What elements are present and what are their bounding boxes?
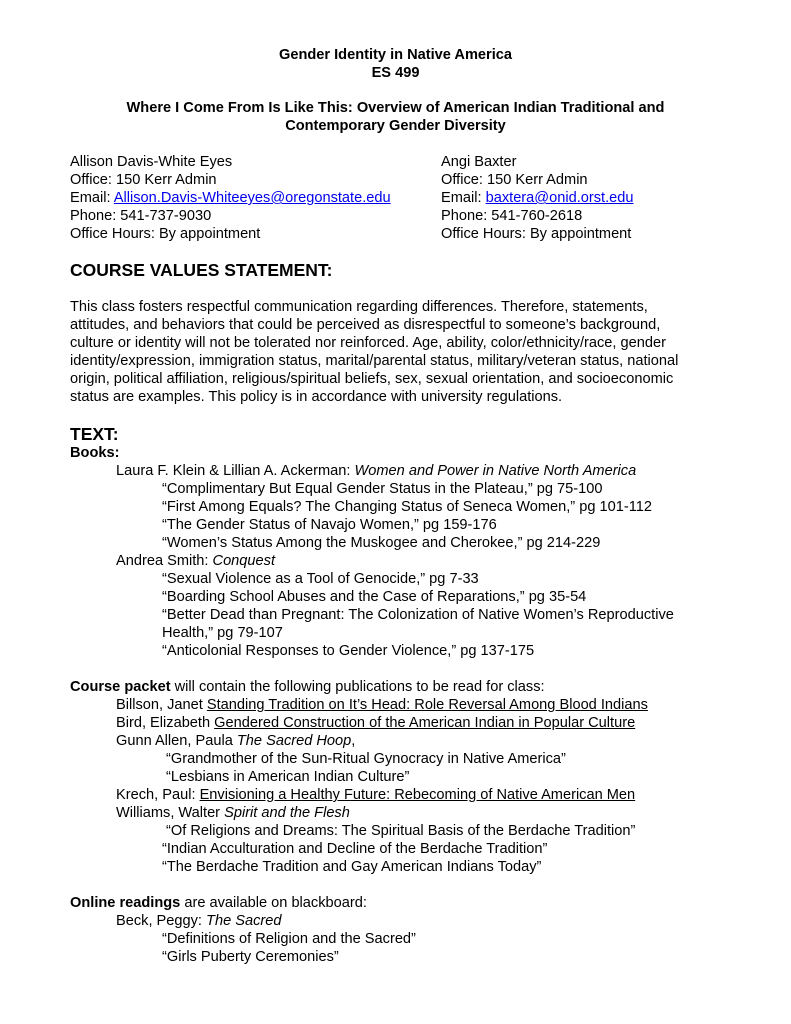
values-heading: COURSE VALUES STATEMENT: [70,260,333,280]
values-line: identity/expression, immigration status, marital/parental status, military/veteran status, national [70,353,679,369]
course-number: ES 499 [371,65,420,81]
values-line: attitudes, and behaviors that could be perceived as disrespectful to someone’s background, [70,317,661,333]
book-2-author: Andrea Smith: [116,553,213,569]
packet-author: Williams, Walter [116,805,225,821]
online-title: The Sacred [206,913,282,929]
book-2-title: Conquest [212,553,276,569]
book-2-chapter-continued: Health,” pg 79-107 [162,625,283,641]
book-1-author: Laura F. Klein & Lillian A. Ackerman: [116,463,355,479]
course-subtitle-line1: Where I Come From Is Like This: Overview of American Indian Traditional and [126,100,665,116]
online-chapter: “Girls Puberty Ceremonies” [162,949,339,965]
packet-title: Gendered Construction of the American Indian in Popular Culture [214,715,636,731]
instructor-1-hours: Office Hours: By appointment [70,226,261,242]
instructor-2-email-link[interactable]: baxtera@onid.orst.edu [485,190,634,206]
instructor-1-office: Office: 150 Kerr Admin [70,172,217,188]
text-heading: TEXT: [70,424,119,444]
values-line: culture or identity will not be tolerated nor reinforced. Age, ability, color/ethnicity/race, gender [70,335,666,351]
book-1-chapter: “First Among Equals? The Changing Status of Seneca Women,” pg 101-112 [162,499,652,515]
packet-intro-text: will contain the following publications to be read for class: [170,679,545,695]
book-2-entry [116,552,275,570]
book-2-chapter: “Boarding School Abuses and the Case of Reparations,” pg 35-54 [162,589,587,605]
packet-chapter: “Indian Acculturation and Decline of the Berdache Tradition” [162,841,548,857]
instructor-1-name: Allison Davis-White Eyes [70,154,233,170]
packet-intro [70,678,545,696]
packet-chapter: “Of Religions and Dreams: The Spiritual Basis of the Berdache Tradition” [166,823,636,839]
values-line: This class fosters respectful communication regarding differences. Therefore, statements, [70,299,648,315]
packet-chapter: “Grandmother of the Sun-Ritual Gynocracy in Native America” [166,751,566,767]
packet-comma: , [351,733,356,749]
packet-item-krech [116,786,635,804]
instructor-2-office: Office: 150 Kerr Admin [441,172,588,188]
packet-item-bird [116,714,635,732]
packet-author: Billson, Janet [116,697,207,713]
packet-item-williams [116,804,350,822]
packet-chapter: “The Berdache Tradition and Gay American Indians Today” [162,859,542,875]
book-1-chapter: “Women’s Status Among the Muskogee and Cherokee,” pg 214-229 [162,535,601,551]
instructor-1-phone: Phone: 541-737-9030 [70,208,212,224]
packet-item-billson [116,696,648,714]
book-2-chapter: “Sexual Violence as a Tool of Genocide,” pg 7-33 [162,571,479,587]
packet-author: Bird, Elizabeth [116,715,215,731]
packet-title: Envisioning a Healthy Future: Rebecoming of Native American Men [199,787,636,803]
book-1-chapter: “The Gender Status of Navajo Women,” pg 159-176 [162,517,497,533]
packet-author: Krech, Paul: [116,787,200,803]
book-2-chapter: “Better Dead than Pregnant: The Colonization of Native Women’s Reproductive [162,607,674,623]
instructor-2-hours: Office Hours: By appointment [441,226,632,242]
packet-title: Standing Tradition on It’s Head: Role Reversal Among Blood Indians [206,697,648,713]
instructor-1-email-label: Email: [70,190,114,206]
books-label: Books: [70,445,120,461]
packet-label: Course packet [70,679,171,695]
online-intro-text: are available on blackboard: [180,895,367,911]
packet-item-gunn [116,732,355,750]
course-title: Gender Identity in Native America [278,47,513,63]
book-1-title: Women and Power in Native North America [354,463,637,479]
online-chapter: “Definitions of Religion and the Sacred” [162,931,416,947]
book-1-entry [116,462,636,480]
values-line: status are examples. This policy is in accordance with university regulations. [70,389,563,405]
packet-title: The Sacred Hoop [236,733,352,749]
book-2-chapter: “Anticolonial Responses to Gender Violence,” pg 137-175 [162,643,535,659]
instructor-2-email-row [441,189,633,207]
online-intro [70,894,367,912]
online-item-beck [116,912,282,930]
values-line: origin, political affiliation, religious/spiritual beliefs, sex, sexual orientation, and socioeconomic [70,371,674,387]
course-subtitle-line2: Contemporary Gender Diversity [285,118,506,134]
instructor-1-email-link[interactable]: Allison.Davis-Whiteeyes@oregonstate.edu [113,190,391,206]
packet-chapter: “Lesbians in American Indian Culture” [166,769,410,785]
book-1-chapter: “Complimentary But Equal Gender Status in the Plateau,” pg 75-100 [162,481,603,497]
online-label: Online readings [70,895,181,911]
instructor-2-name: Angi Baxter [441,154,517,170]
instructor-2-phone: Phone: 541-760-2618 [441,208,583,224]
instructor-2-email-label: Email: [441,190,486,206]
packet-title: Spirit and the Flesh [224,805,350,821]
online-author: Beck, Peggy: [116,913,207,929]
instructor-1-email-row [70,189,391,207]
packet-author: Gunn Allen, Paula [116,733,237,749]
